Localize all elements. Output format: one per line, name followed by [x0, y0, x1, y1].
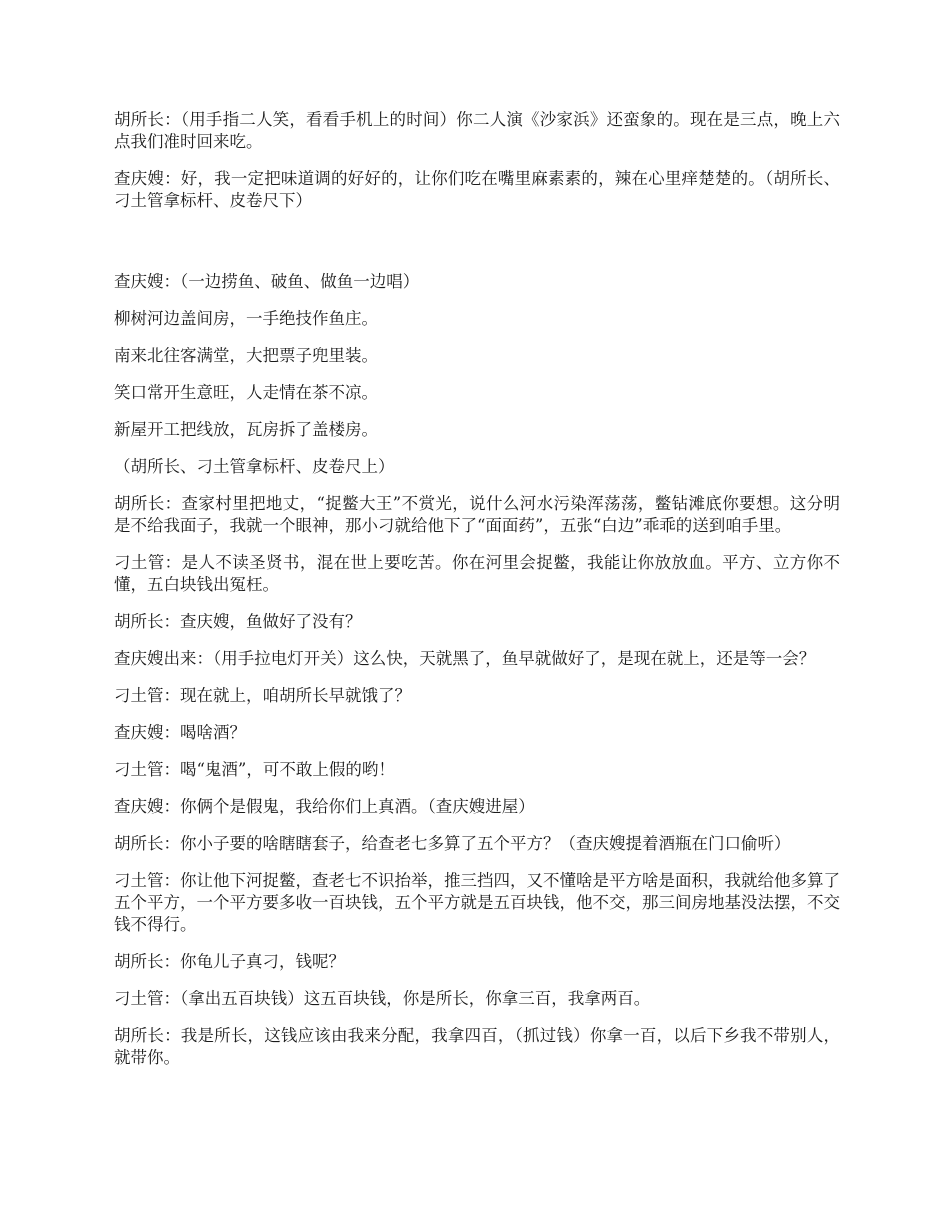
paragraph-diao-explains: 刁土管：你让他下河捉鳖，查老七不识抬举，推三挡四，又不懂啥是平方啥是面积，我就给他多算了五个平方，一个平方要多收一百块钱，五个平方就是五百块钱，他不交，那三间房地基没法摆，不交钱不得行。 — [114, 871, 840, 934]
song-line-2: 南来北往客满堂，大把票子兜里装。 — [114, 346, 378, 365]
paragraph-hu-intro: 胡所长：（用手指二人笑，看看手机上的时间）你二人演《沙家浜》还蛮象的。现在是三点，晚上六点我们准时回来吃。 — [114, 110, 840, 151]
paragraph-hu-allocate: 胡所长：我是所长，这钱应该由我来分配，我拿四百，（抓过钱）你拿一百，以后下乡我不带别人，就带你。 — [114, 1026, 840, 1067]
song-line-1: 柳树河边盖间房，一手绝技作鱼庄。 — [114, 309, 378, 328]
paragraph-hu-question: 胡所长：你小子要的啥瞎瞎套子，给查老七多算了五个平方？（查庆嫂提着酒瓶在门口偷听） — [114, 834, 791, 853]
paragraph-hu-monologue: 胡所长：查家村里把地丈，“捉鳖大王”不赏光，说什么河水污染浑荡荡，鳖钻滩底你要想。这分明是不给我面子，我就一个眼神，那小刁就给他下了“面面药”，五张“白边”乖乖的送到咱手里。 — [114, 494, 840, 535]
paragraph-zha-reply: 查庆嫂：好，我一定把味道调的好好的，让你们吃在嘴里麻素素的，辣在心里痒楚楚的。（胡所长、刁土管拿标杆、皮卷尺下） — [114, 169, 840, 210]
paragraph-diao-ghost-wine: 刁土管：喝“鬼酒”，可不敢上假的哟！ — [114, 760, 395, 779]
paragraph-zha-sings: 查庆嫂：（一边捞鱼、破鱼、做鱼一边唱） — [114, 272, 420, 291]
paragraph-diao-split: 刁土管：（拿出五百块钱）这五百块钱，你是所长，你拿三百，我拿两百。 — [114, 989, 651, 1008]
paragraph-hu-money: 胡所长：你龟儿子真刁，钱呢？ — [114, 952, 345, 971]
song-line-4: 新屋开工把线放，瓦房拆了盖楼房。 — [114, 420, 378, 439]
paragraph-zha-which-wine: 查庆嫂：喝啥酒？ — [114, 723, 246, 742]
paragraph-diao-serve-now: 刁土管：现在就上，咱胡所长早就饿了？ — [114, 686, 411, 705]
stage-direction-enter: （胡所长、刁土管拿标杆、皮卷尺上） — [114, 457, 395, 476]
paragraph-zha-comes-out: 查庆嫂出来：（用手拉电灯开关）这么快，天就黑了，鱼早就做好了，是现在就上，还是等一会？ — [114, 649, 816, 668]
paragraph-diao-monologue: 刁土管：是人不读圣贤书，混在世上要吃苦。你在河里会捉鳖，我能让你放放血。平方、立方你不懂，五白块钱出冤枉。 — [114, 553, 840, 594]
song-line-3: 笑口常开生意旺，人走情在茶不凉。 — [114, 383, 378, 402]
paragraph-zha-real-wine: 查庆嫂：你俩个是假鬼，我给你们上真酒。（查庆嫂进屋） — [114, 797, 535, 816]
paragraph-hu-ask-fish: 胡所长：查庆嫂，鱼做好了没有？ — [114, 612, 362, 631]
